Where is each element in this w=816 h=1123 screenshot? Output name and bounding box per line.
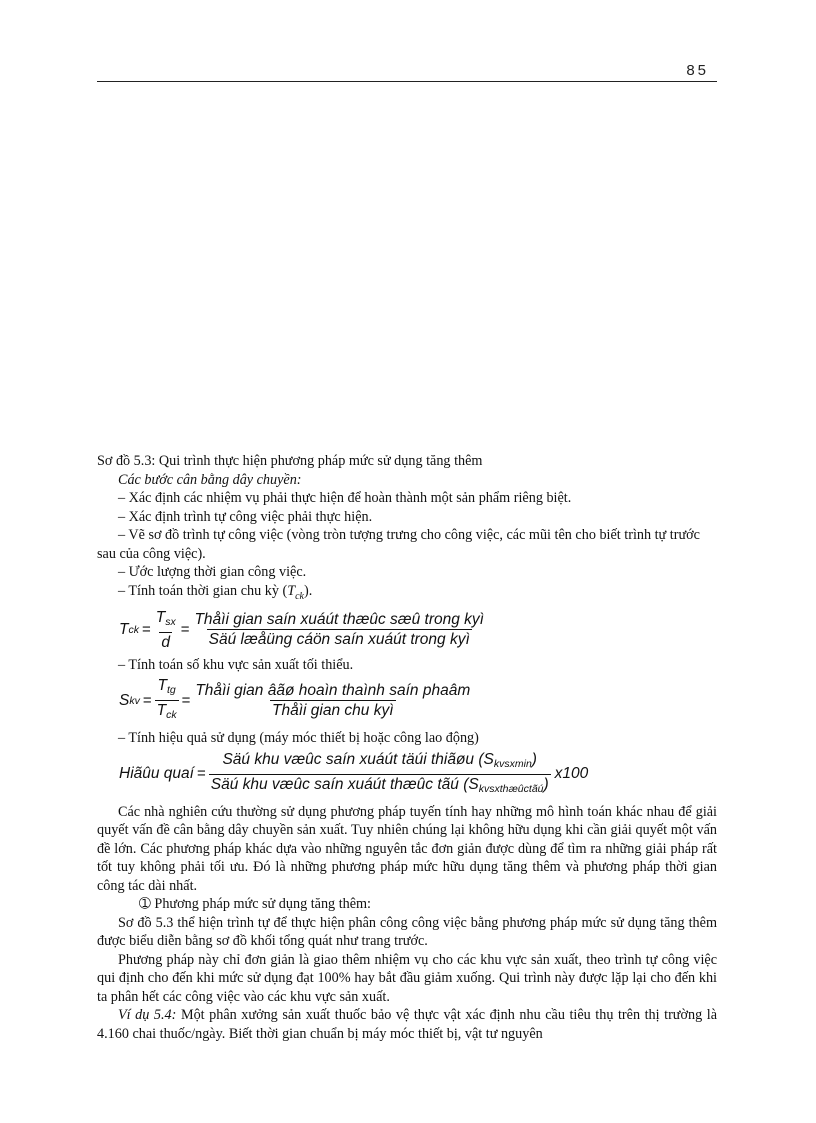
- step-7: – Tính hiệu quả sử dụng (máy móc thiết bị hoặc công lao động): [118, 730, 479, 747]
- f3-times: x100: [554, 765, 589, 783]
- f2-frac-b-den: Thåìi gian chu kyì: [272, 702, 394, 720]
- formula-efficiency: [119, 750, 717, 799]
- f3-den-sub: kvsxthæûctãú: [478, 782, 544, 795]
- step-4: – Ước lượng thời gian công việc.: [118, 564, 307, 580]
- f2-lhs-sub: kv: [129, 694, 140, 707]
- f3-frac: [209, 750, 551, 799]
- page-body: [97, 452, 717, 1043]
- f2-frac-a-den: T: [156, 702, 167, 720]
- formula-min-stations: [119, 676, 717, 725]
- header-rule: [97, 81, 717, 82]
- step-5-sub: ck: [295, 590, 304, 602]
- f2-frac-b: [193, 681, 472, 720]
- f3-num-close: ): [531, 750, 537, 768]
- f3-den-close: ): [543, 775, 549, 793]
- paragraph-3: Sơ đồ 5.3 thể hiện trình tự để thực hiện phân công công việc bằng phương pháp mức sử dụng tăng thêm được biểu diễn bằng sơ đồ khối tổng quát như trang trước.: [97, 914, 717, 950]
- f1-eq2: =: [180, 620, 190, 638]
- f1-frac-b-num: Thåìi gian saín xuáút thæûc sæû trong kyì: [194, 611, 484, 629]
- step-5-var: T: [287, 582, 296, 599]
- step-5-suffix: ).: [303, 582, 313, 599]
- f1-frac-a-den: d: [161, 633, 171, 651]
- example-label: Ví dụ 5.4:: [118, 1007, 177, 1024]
- f1-frac-a-num: T: [155, 608, 166, 626]
- f1-eq: =: [141, 620, 151, 638]
- step-3: – Vẽ sơ đồ trình tự công việc (vòng tròn tượng trưng cho công việc, các mũi tên cho biết trình tự trước sau của công việc).: [97, 527, 700, 562]
- page-number: 85: [686, 62, 709, 79]
- formula-cycle-time: [119, 608, 717, 652]
- f2-frac-a-num-sub: tg: [166, 684, 176, 697]
- f2-frac-b-num: Thåìi gian âãø hoaìn thaình saín phaâm: [195, 682, 471, 700]
- f3-den: Säú khu væûc saín xuáút thæûc tãú (S: [210, 775, 479, 793]
- figure-caption: Sơ đồ 5.3: Qui trình thực hiện phương pháp mức sử dụng tăng thêm: [97, 453, 483, 469]
- f2-eq: =: [142, 691, 152, 709]
- f1-frac-b-den: Säú læåüng cáön saín xuáút trong kyì: [208, 631, 470, 649]
- f2-lhs: S: [119, 691, 130, 709]
- f2-frac-a-den-sub: ck: [166, 709, 177, 722]
- f1-lhs: T: [119, 620, 129, 638]
- f2-frac-a: [155, 676, 179, 725]
- f1-frac-b: [192, 610, 486, 649]
- step-1: – Xác định các nhiệm vụ phải thực hiện để hoàn thành một sản phẩm riêng biệt.: [118, 490, 572, 506]
- f1-lhs-sub: ck: [128, 623, 139, 636]
- paragraph-5: [97, 1006, 717, 1043]
- f3-num-sub: kvsxmin: [493, 757, 532, 770]
- step-2: – Xác định trình tự công việc phải thực hiện.: [118, 508, 373, 525]
- f2-frac-a-num: T: [157, 677, 167, 695]
- paragraph-1: Các nhà nghiên cứu thường sử dụng phương pháp tuyến tính hay những mô hình toán khác nhau để giải quyết vấn đề cân bằng dây chuyền sản xuất. Tuy nhiên chúng lại không hữu dụng khi cần giải quyết một vấn đề lớn. Các phương pháp khác dựa vào những nguyên tắc đơn giản được dùng để tìm ra những giải pháp rất tốt tuy không phải tối ưu. Đó là những phương pháp mức hữu dụng tăng thêm và phương pháp thời gian công tác dài nhất.: [97, 803, 717, 894]
- step-5: [97, 582, 717, 606]
- f3-num: Säú khu væûc saín xuáút täúi thiãøu (S: [222, 750, 494, 768]
- f1-frac-a-num-sub: sx: [165, 615, 176, 628]
- paragraph-4: Phương pháp này chỉ đơn giản là giao thêm nhiệm vụ cho các khu vực sản xuất, theo trình tự công việc qui định cho đến khi mức sử dụng đạt 100% hay bắt đầu giảm xuống. Qui trình này được lặp lại cho đến khi ta phân hết các công việc vào các khu vực sản xuất.: [97, 951, 717, 1005]
- step-5-prefix: – Tính toán thời gian chu kỳ (: [118, 582, 288, 599]
- paragraph-2: ➀ Phương pháp mức sử dụng tăng thêm:: [139, 896, 372, 913]
- f3-lhs: Hiãûu quaí: [119, 765, 194, 783]
- f3-eq: =: [196, 765, 206, 783]
- f2-eq2: =: [181, 691, 191, 709]
- step-6: – Tính toán số khu vực sản xuất tối thiểu.: [118, 656, 354, 673]
- example-text: Một phân xưởng sản xuất thuốc bảo vệ thực vật xác định nhu cầu tiêu thụ trên thị trường là 4.160 chai thuốc/ngày. Biết thời gian chuẩn bị máy móc thiết bị, vật tư nguyên: [97, 1007, 717, 1042]
- steps-heading: Các bước cân bằng dây chuyền:: [118, 471, 302, 488]
- f1-frac-a: [154, 608, 178, 652]
